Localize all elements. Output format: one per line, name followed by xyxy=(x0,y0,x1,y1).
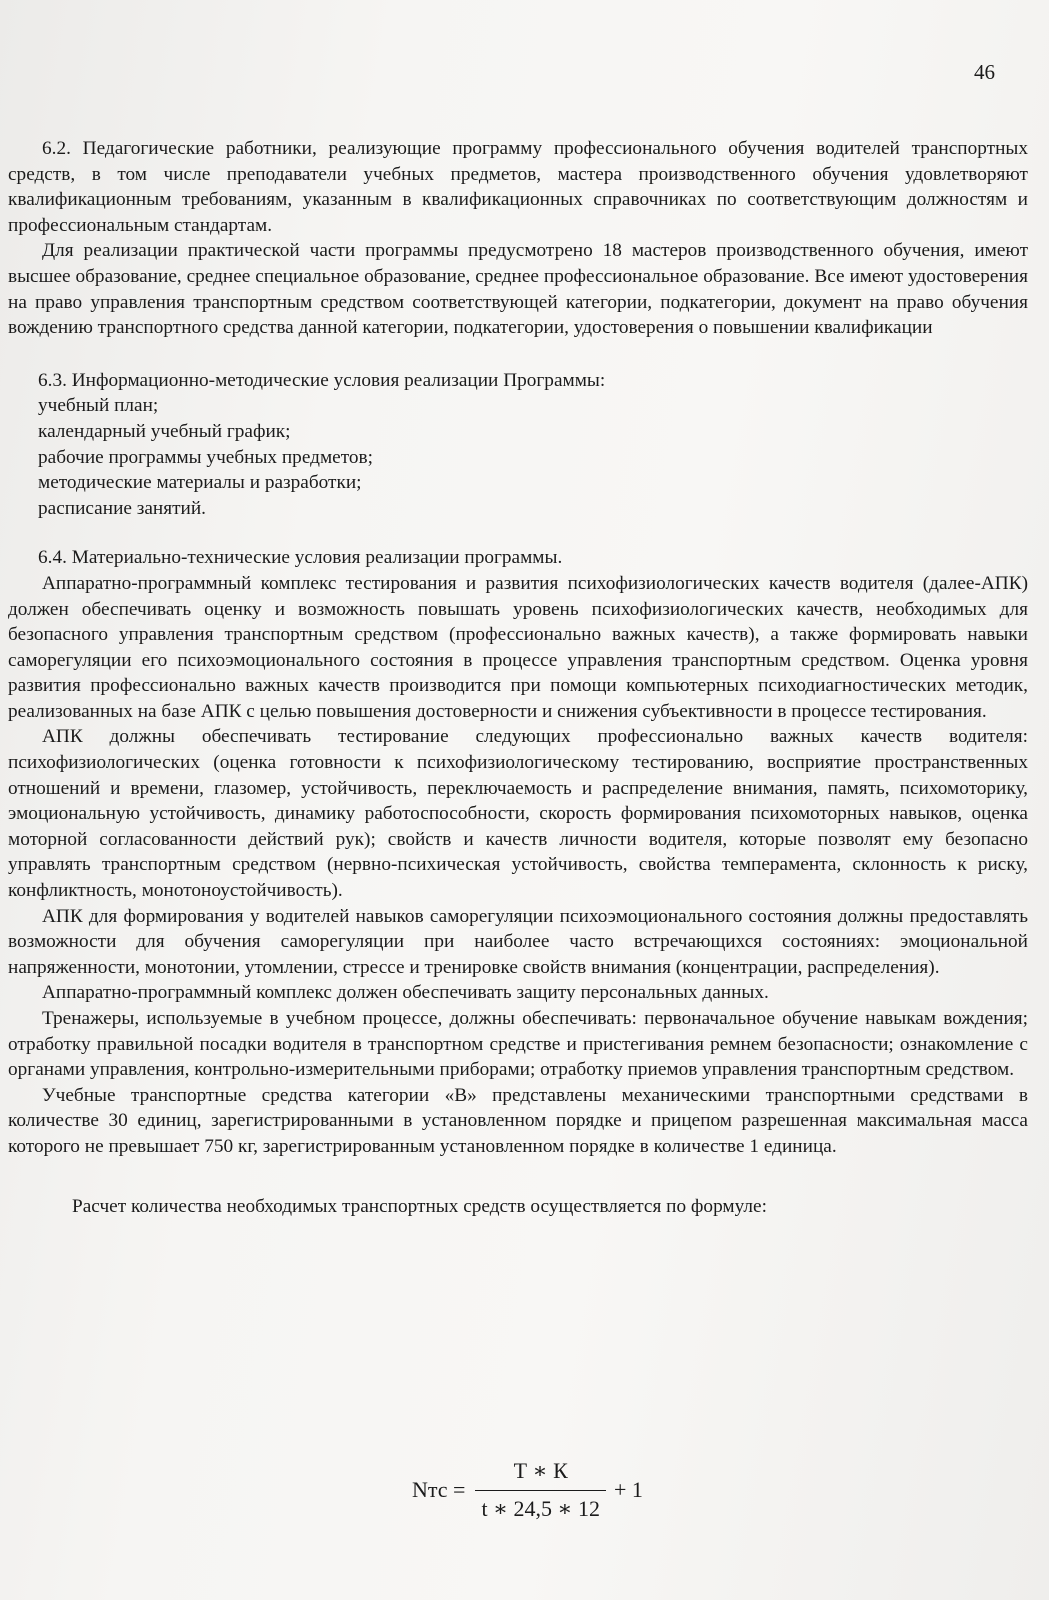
list-item: календарный учебный график; xyxy=(38,420,291,442)
section-6-4-heading: 6.4. Материально-технические условия реализации программы. xyxy=(38,547,563,569)
list-item: расписание занятий. xyxy=(38,497,207,519)
apk-testing-paragraph: АПК должны обеспечивать тестирование следующих профессионально важных качеств водителя: психофизиологических (оценка готовности к психофизиологическому тестированию, восприятие пространственных отношений и времени, глазомер, устойчивость, переключаемость и распределение внимания, память, психомоторику, эмоциональную устойчивость, динамику работоспособности, скорость формирования психомоторных навыков, оценка моторной согласованности действий рук); свойств и качеств личности водителя, которые позволят ему безопасно управлять транспортным средством (нервно-психическая устойчивость, свойства темперамента, склонность к риску, конфликтность, монотоноустойчивость). xyxy=(8,726,1028,902)
section-6-2-paragraph: 6.2. Педагогические работники, реализующие программу профессионального обучения водителей транспортных средств, в том числе преподаватели учебных предметов, мастера производственного обучения удовлетворяют квалификационным требованиям, указанным в квалификационных справочниках по соответствующим должностям и профессиональным стандартам. xyxy=(8,138,1028,236)
data-protection-paragraph: Аппаратно-программный комплекс должен обеспечивать защиту персональных данных. xyxy=(42,982,769,1004)
page-number: 46 xyxy=(974,60,995,84)
vehicle-count-formula xyxy=(412,1455,643,1525)
apk-paragraph: Аппаратно-программный комплекс тестирования и развития психофизиологических качеств водителя (далее-АПК) должен обеспечивать оценку и возможность повышать уровень психофизиологических качеств, необходимых для безопасного управления транспортным средством (профессионально важных качеств), а также формировать навыки саморегуляции его психоэмоционального состояния в процессе управления транспортным средством. Оценка уровня развития профессионально важных качеств производится при помощи компьютерных психодиагностических методик, реализованных на базе АПК с целью повышения достоверности и снижения субъективности в процессе тестирования. xyxy=(8,572,1028,722)
formula-denominator: t ∗ 24,5 ∗ 12 xyxy=(475,1490,606,1522)
document-body xyxy=(8,136,1028,1219)
simulators-paragraph: Тренажеры, используемые в учебном процессе, должны обеспечивать: первоначальное обучение навыкам вождения; отработку правильной посадки водителя в транспортном средстве и пристегивания ремнем безопасности; ознакомление с органами управления, контрольно-измерительными приборами; отработку приемов управления транспортным средством. xyxy=(8,1008,1028,1081)
formula-tail: + 1 xyxy=(613,1477,643,1502)
formula-numerator: Т ∗ К xyxy=(513,1458,568,1483)
list-item: рабочие программы учебных предметов; xyxy=(38,446,373,468)
formula-intro: Расчет количества необходимых транспортных средств осуществляется по формуле: xyxy=(72,1195,767,1217)
apk-selfregulation-paragraph: АПК для формирования у водителей навыков саморегуляции психоэмоционального состояния должны предоставлять возможности для обучения саморегуляции при наиболее часто встречающихся состояниях: эмоциональной напряженности, монотонии, утомлении, стрессе и тренировке свойств внимания (концентрации, распределения). xyxy=(8,905,1028,978)
formula-lhs: Nтс = xyxy=(412,1477,466,1502)
section-6-3-heading: 6.3. Информационно-методические условия реализации Программы: xyxy=(38,369,606,391)
list-item: методические материалы и разработки; xyxy=(38,472,362,494)
formula-fraction xyxy=(475,1458,606,1522)
list-item: учебный план; xyxy=(38,395,159,417)
practical-part-paragraph: Для реализации практической части программы предусмотрено 18 мастеров производственного обучения, имеют высшее образование, среднее специальное образование, среднее профессиональное образование. Все имеют удостоверения на право управления транспортным средством соответствующей категории, подкатегории, документ на право обучения вождению транспортного средства данной категории, подкатегории, удостоверения о повышении квалификации xyxy=(8,240,1028,339)
vehicles-paragraph: Учебные транспортные средства категории «В» представлены механическими транспортными средствами в количестве 30 единиц, зарегистрированными в установленном порядке и прицепом разрешенная максимальная масса которого не превышает 750 кг, зарегистрированным установленном порядке в количестве 1 единица. xyxy=(8,1084,1028,1157)
